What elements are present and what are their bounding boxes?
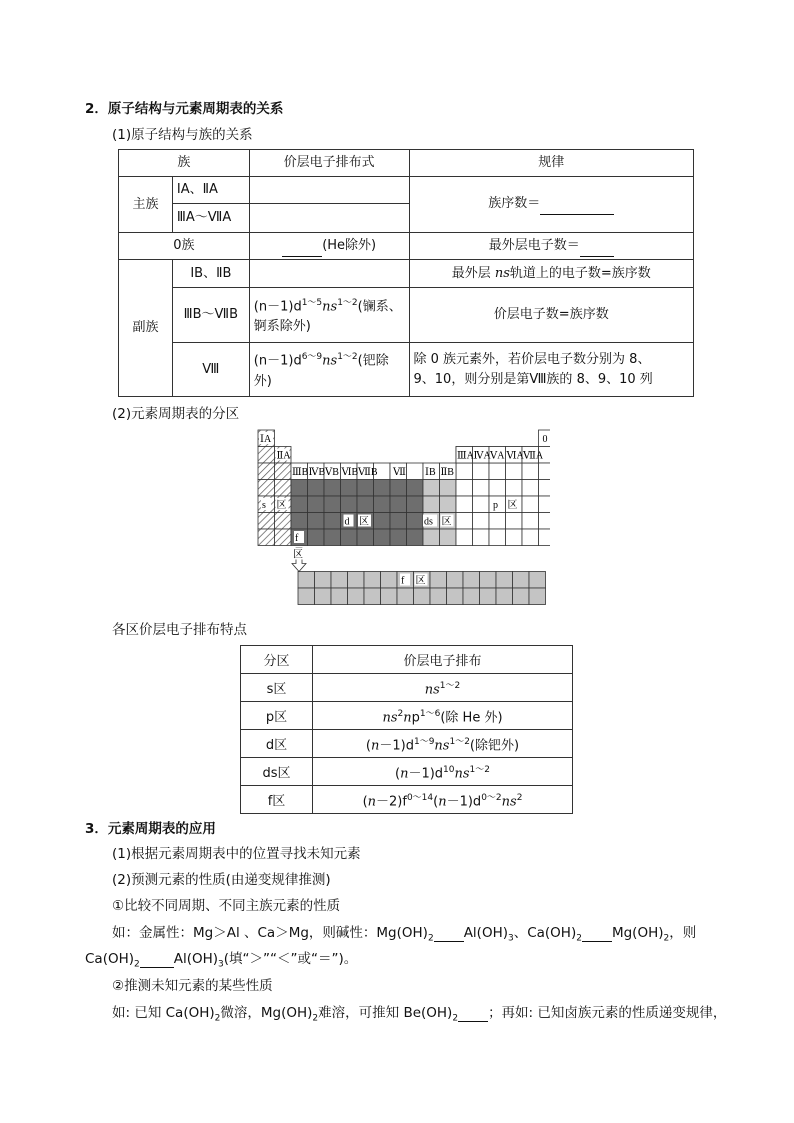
label-VIB: ⅥB	[341, 467, 359, 478]
d-block-cell	[291, 513, 308, 530]
group-IA-IIA: ⅠA、ⅡA	[172, 177, 249, 204]
d-block-cell	[341, 529, 358, 546]
p-block-cell	[539, 529, 551, 546]
ds-block-cell	[423, 480, 440, 497]
p-block-cell	[506, 513, 523, 530]
config-p-block: $ns^2np^{1\sim 6}$(除 He 外)	[313, 702, 573, 730]
row-f-block: f区	[241, 786, 313, 814]
d-block-cell	[324, 513, 341, 530]
zero-group-label: 0族	[119, 233, 250, 260]
f-block-cell	[381, 588, 398, 605]
d-block-cell	[407, 496, 424, 513]
d-block-letter: d	[344, 516, 350, 528]
p-block-cell	[473, 480, 490, 497]
p-block-cell	[506, 529, 523, 546]
f-block-cell	[430, 572, 447, 589]
label-IB: ⅠB	[425, 467, 436, 478]
s-block-char: 区	[276, 500, 287, 511]
d-block-cell	[407, 529, 424, 546]
s-block-cell	[258, 480, 275, 497]
row-p-block: p区	[241, 702, 313, 730]
p-block-cell	[489, 463, 506, 480]
f-block-cell	[463, 572, 480, 589]
label-VIII: Ⅶ	[393, 467, 406, 478]
config-s-block: $ns^{1\sim 2}$	[313, 674, 573, 702]
f-block-cell	[331, 572, 348, 589]
label-VIA: ⅥA	[506, 450, 524, 462]
group-structure-table	[118, 149, 694, 397]
example-2-line: 如: 已知 $Ca(OH)_2$微溶，$Mg(OH)_2$难溶，可推知 $Be(OH)_2$ ；再如: 已知卤族元素的性质递变规律，	[112, 1005, 727, 1024]
header-group: 族	[119, 150, 250, 177]
config-f-block: $(n-2)f^{0\sim 14}(n-1)d^{0\sim 2}ns^2$	[313, 786, 573, 814]
f-block-cell	[463, 588, 480, 605]
ds-block-letter: ds	[424, 516, 433, 528]
rule-IB-IIB: 最外层 ns轨道上的电子数=族序数	[409, 260, 694, 288]
p-block-cell	[522, 463, 539, 480]
f-block-cell	[331, 588, 348, 605]
p-block-cell	[522, 496, 539, 513]
rule-IIIB-VIIB: 价层电子数=族序数	[409, 288, 694, 343]
rule-VIII: 除 0 族元素外，若价层电子数分别为 8、 9、10，则分别是第Ⅷ族的 8、9、10 列	[409, 343, 694, 397]
d-block-cell	[357, 496, 374, 513]
label-VIIA: ⅦA	[523, 450, 544, 462]
f-block-cell	[397, 588, 414, 605]
main-group-label: 主族	[119, 177, 173, 233]
p-block-letter: p	[493, 500, 498, 511]
d-block-cell	[390, 480, 407, 497]
p-block-cell	[473, 463, 490, 480]
application-1: (1)根据元素周期表中的位置寻找未知元素	[112, 846, 361, 862]
periodic-table-blocks-diagram	[250, 426, 550, 611]
d-block-cell	[357, 480, 374, 497]
p-block-cell	[522, 513, 539, 530]
d-block-cell	[324, 529, 341, 546]
application-2-1: ①比较不同周期、不同主族元素的性质	[112, 898, 341, 914]
ds-block-cell	[423, 529, 440, 546]
group-IIIB-VIIB: ⅢB～ⅦB	[172, 288, 249, 343]
zero-group-config: (He除外)	[249, 233, 409, 260]
s-block-cell	[275, 513, 292, 530]
f-block-cell	[496, 572, 513, 589]
d-block-cell	[390, 529, 407, 546]
answer-blank	[540, 194, 614, 215]
section-3-title: 3．元素周期表的应用	[85, 821, 216, 837]
label-VIIB: ⅦB	[358, 467, 378, 478]
p-block-cell	[539, 496, 551, 513]
ds-block-cell	[440, 480, 457, 497]
answer-blank	[282, 236, 322, 257]
rule-main-group: 族序数＝	[409, 177, 694, 233]
header-config: 价层电子排布式	[249, 150, 409, 177]
s-block-letter: s	[262, 500, 266, 511]
f-block-cell	[480, 588, 497, 605]
p-block-cell	[456, 463, 473, 480]
group-VIII: Ⅷ	[172, 343, 249, 397]
f-block-cell	[447, 588, 464, 605]
application-2: (2)预测元素的性质(由递变规律推测)	[112, 872, 331, 888]
f-block-cell	[513, 588, 530, 605]
section-2-title: 2．原子结构与元素周期表的关系	[85, 101, 284, 117]
f-block-cell	[298, 588, 315, 605]
p-block-cell	[506, 463, 523, 480]
label-IIA: ⅡA	[276, 450, 291, 462]
s-block-cell	[258, 529, 275, 546]
p-block-cell	[489, 513, 506, 530]
p-block-cell	[456, 513, 473, 530]
s-block-cell	[275, 529, 292, 546]
f-block-cell	[315, 588, 332, 605]
f-marker-char: 区	[293, 549, 303, 561]
config-blank-2	[249, 204, 409, 233]
config-ds-block: $(n-1)d^{10}ns^{1\sim 2}$	[313, 758, 573, 786]
label-IVA: ⅣA	[473, 450, 491, 462]
label-VA: ⅤA	[490, 450, 505, 462]
p-block-cell	[456, 496, 473, 513]
config-d-block: $(n-1)d^{1\sim 9}ns^{1\sim 2}$(除钯外)	[313, 730, 573, 758]
d-block-cell	[308, 529, 325, 546]
p-block-cell	[473, 529, 490, 546]
d-block-cell	[341, 480, 358, 497]
d-block-cell	[407, 513, 424, 530]
group-IIIA-VIIA: ⅢA～ⅦA	[172, 204, 249, 233]
p-block-cell	[489, 480, 506, 497]
config-VIII: $(n-1)d^{6\sim 9}ns^{1\sim 2}$(钯除外)	[249, 343, 409, 397]
d-block-cell	[324, 496, 341, 513]
d-block-cell	[407, 480, 424, 497]
ds-block-char: 区	[441, 516, 452, 528]
f-block-cell	[298, 572, 315, 589]
f-block-cell	[364, 588, 381, 605]
f-block-cell	[513, 572, 530, 589]
d-block-cell	[374, 480, 391, 497]
f-block-letter: f	[401, 575, 405, 587]
label-IIIB: ⅢB	[292, 467, 309, 478]
d-block-cell	[390, 496, 407, 513]
s-block-cell	[275, 480, 292, 497]
label-VB: ⅤB	[325, 467, 339, 478]
d-block-char: 区	[359, 516, 369, 528]
p-block-cell	[489, 529, 506, 546]
subsection-2-title: (2)元素周期表的分区	[112, 406, 240, 422]
f-block-cell	[348, 572, 365, 589]
ds-block-cell	[423, 496, 440, 513]
f-block-cell	[529, 572, 546, 589]
f-block-cell	[447, 572, 464, 589]
p-block-cell	[456, 529, 473, 546]
s-block-cell	[258, 447, 275, 464]
p-block-char: 区	[507, 500, 518, 511]
row-ds-block: ds区	[241, 758, 313, 786]
header-valence-config: 价层电子排布	[313, 646, 573, 674]
f-block-cell	[364, 572, 381, 589]
ds-block-cell	[440, 496, 457, 513]
s-block-cell	[275, 463, 292, 480]
config-blank-3	[249, 260, 409, 288]
answer-blank	[582, 925, 612, 942]
label-IIIA: ⅢA	[457, 450, 474, 462]
s-block-cell	[258, 513, 275, 530]
label-0: 0	[542, 434, 548, 445]
d-block-cell	[374, 529, 391, 546]
config-IIIB-VIIB: $(n-1)d^{1\sim 5}ns^{1\sim 2}$(镧系、 锕系除外)	[249, 288, 409, 343]
f-block-cell	[529, 588, 546, 605]
p-block-cell	[506, 480, 523, 497]
config-blank-1	[249, 177, 409, 204]
d-block-cell	[324, 480, 341, 497]
subsection-1-title: (1)原子结构与族的关系	[112, 127, 253, 143]
d-block-cell	[291, 480, 308, 497]
d-block-cell	[374, 513, 391, 530]
sub-group-label: 副族	[119, 260, 173, 397]
d-block-cell	[390, 513, 407, 530]
row-s-block: s区	[241, 674, 313, 702]
answer-blank	[580, 236, 614, 257]
d-block-cell	[308, 513, 325, 530]
row-d-block: d区	[241, 730, 313, 758]
header-rule: 规律	[409, 150, 694, 177]
d-block-cell	[374, 496, 391, 513]
answer-blank	[434, 925, 464, 942]
answer-blank	[458, 1005, 488, 1022]
application-2-2: ②推测未知元素的某些性质	[112, 978, 273, 994]
f-block-cell	[381, 572, 398, 589]
f-block-cell	[315, 572, 332, 589]
block-config-table	[240, 645, 573, 814]
d-block-cell	[341, 496, 358, 513]
group-header-cell	[407, 463, 424, 480]
s-block-cell	[258, 463, 275, 480]
p-block-cell	[539, 513, 551, 530]
example-1-line-2: $Ca(OH)_2$ $Al(OH)_3$(填“＞”“＜”或“＝”)。	[85, 951, 358, 970]
p-block-cell	[539, 463, 551, 480]
header-block: 分区	[241, 646, 313, 674]
label-IIB: ⅡB	[440, 467, 454, 478]
f-block-cell	[496, 588, 513, 605]
answer-blank	[140, 951, 174, 968]
example-1-line-1: 如：金属性：Mg＞Al 、Ca＞Mg，则碱性：$Mg(OH)_2$ $Al(OH)_3$、$Ca(OH)_2$ $Mg(OH)_2$，则	[112, 925, 697, 944]
zero-group-rule: 最外层电子数＝	[409, 233, 694, 260]
f-marker-letter: f	[295, 533, 299, 544]
f-block-char: 区	[415, 575, 426, 587]
d-block-cell	[291, 496, 308, 513]
ds-block-cell	[440, 529, 457, 546]
p-block-cell	[473, 496, 490, 513]
d-block-cell	[308, 480, 325, 497]
f-block-cell	[348, 588, 365, 605]
d-block-cell	[308, 496, 325, 513]
group-IB-IIB: ⅠB、ⅡB	[172, 260, 249, 288]
features-title: 各区价层电子排布特点	[112, 622, 247, 638]
f-block-cell	[480, 572, 497, 589]
d-block-cell	[357, 529, 374, 546]
f-block-cell	[430, 588, 447, 605]
label-IVB: ⅣB	[308, 467, 326, 478]
label-IA: ⅠA	[260, 434, 272, 445]
f-block-cell	[414, 588, 431, 605]
p-block-cell	[539, 480, 551, 497]
p-block-cell	[456, 480, 473, 497]
p-block-cell	[522, 480, 539, 497]
p-block-cell	[473, 513, 490, 530]
p-block-cell	[522, 529, 539, 546]
